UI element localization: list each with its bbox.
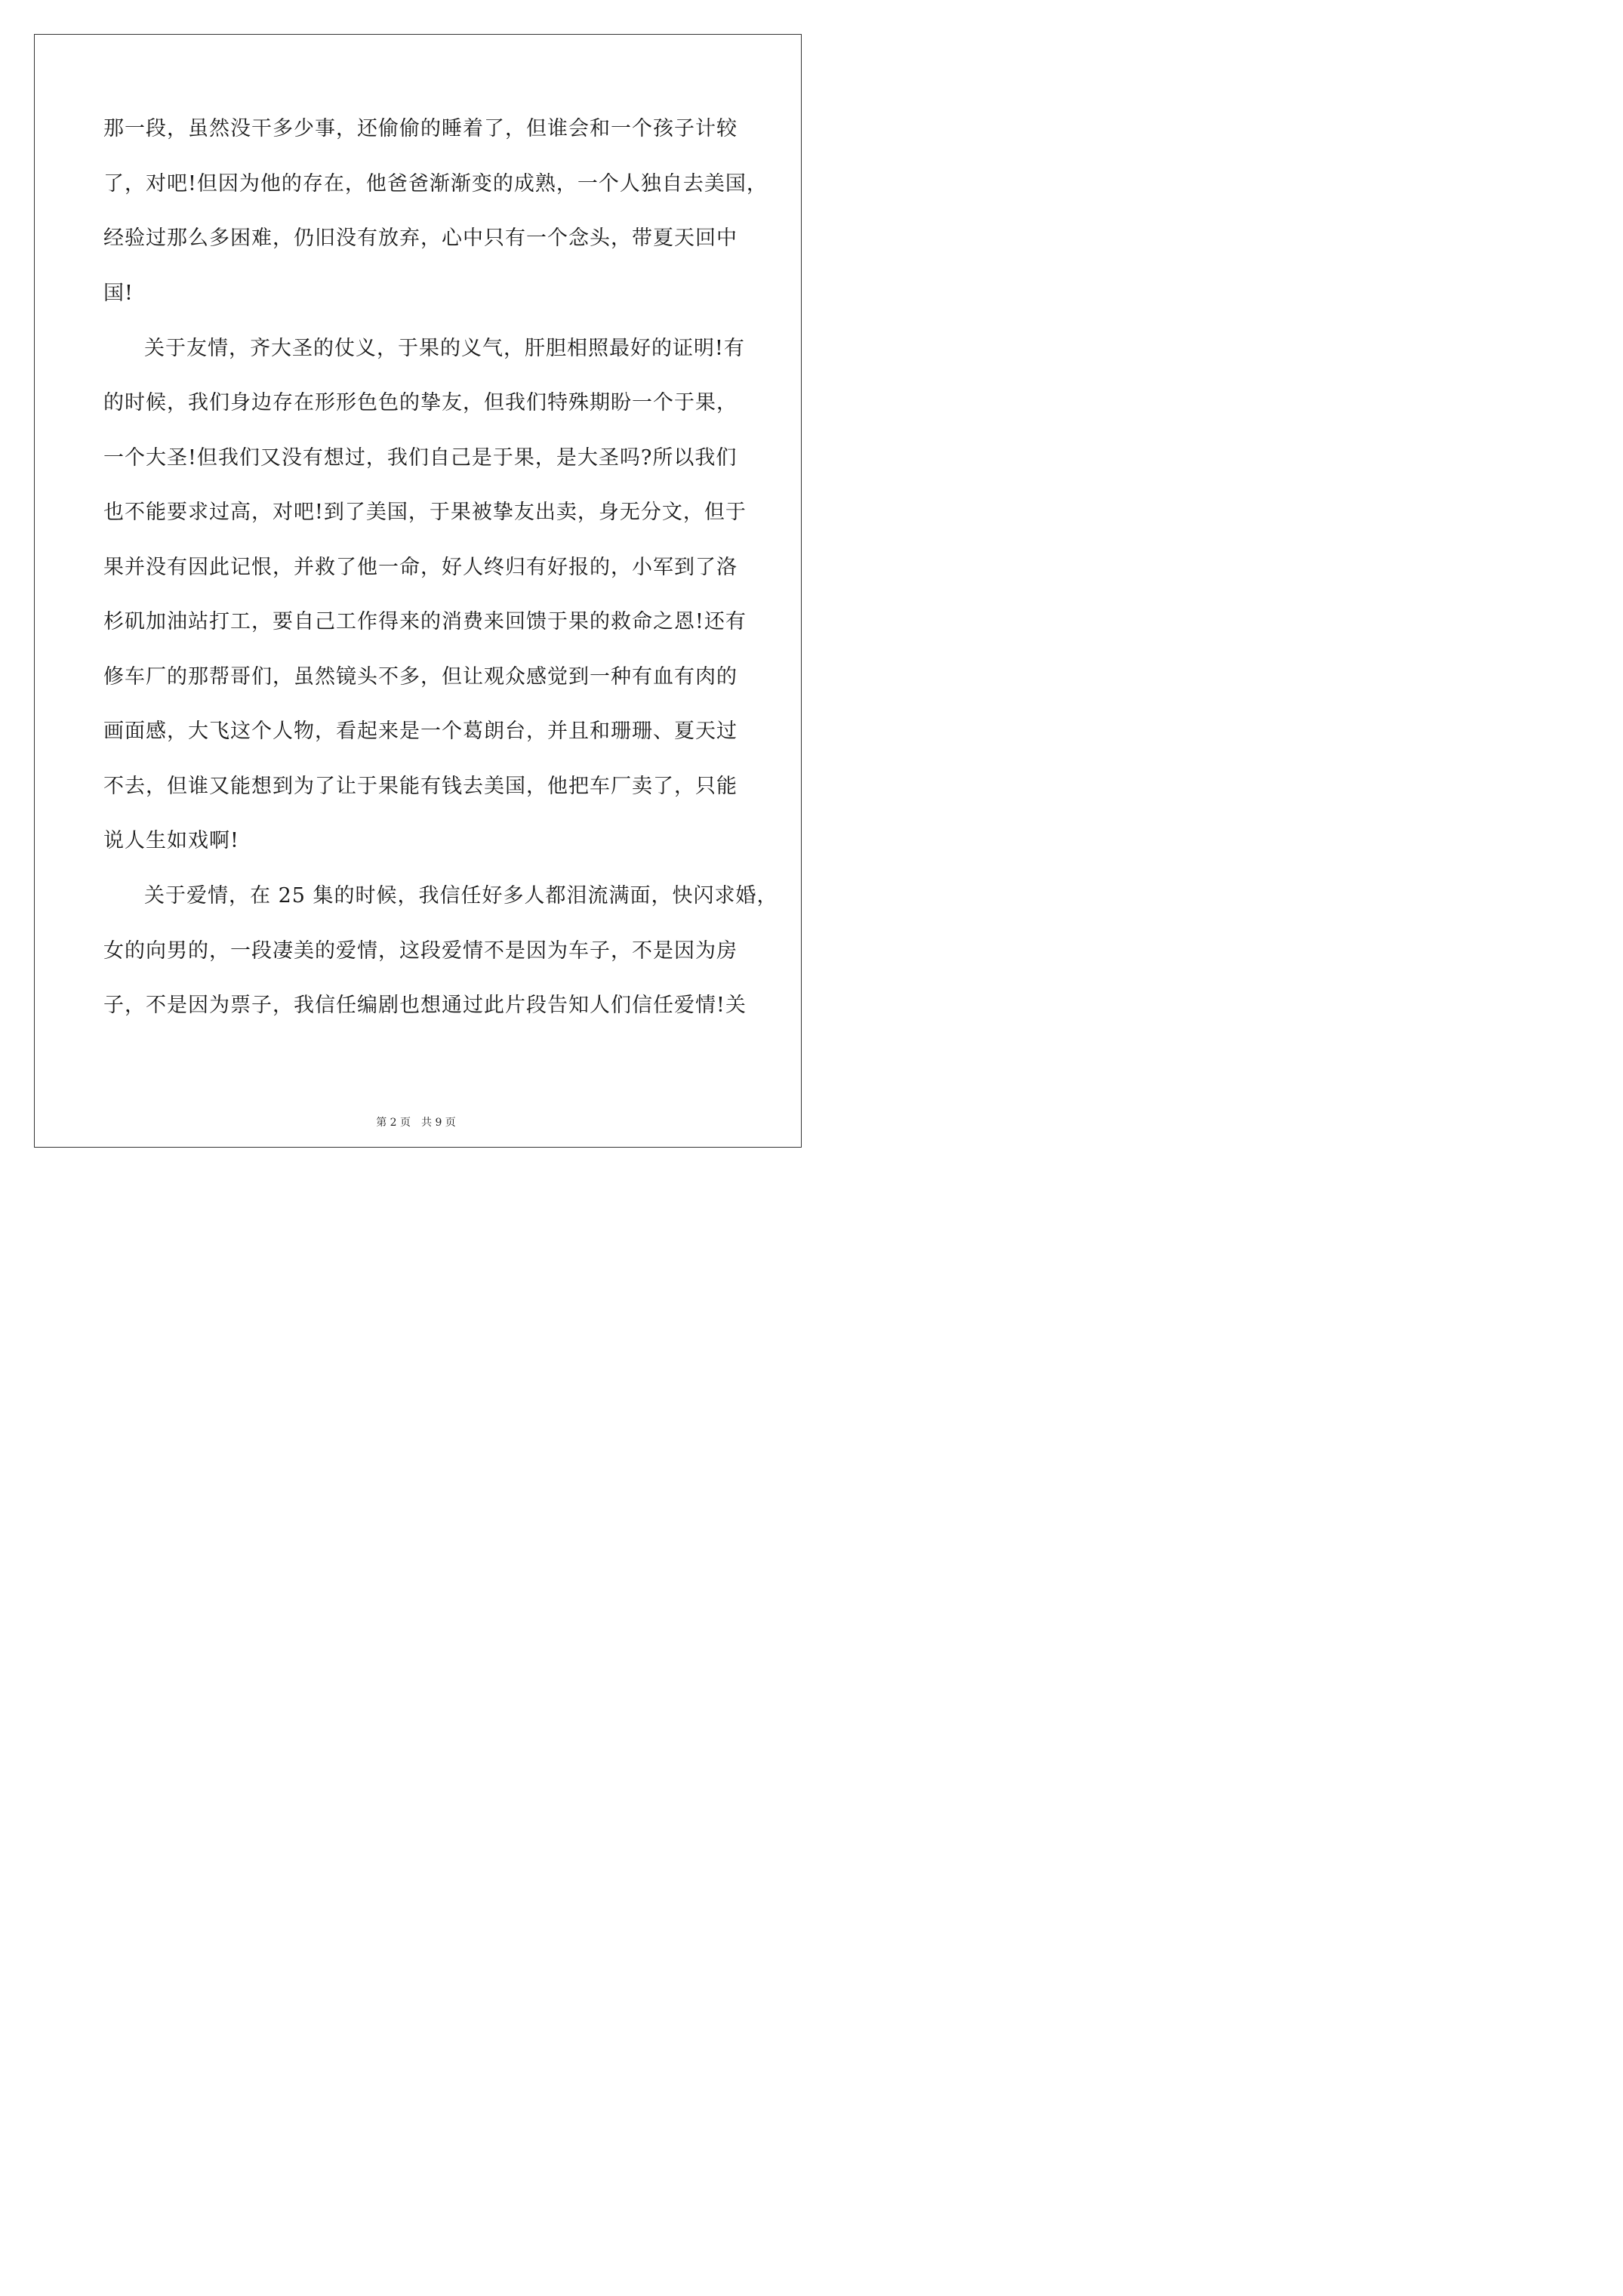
text-line: 女的向男的，一段凄美的爱情，这段爱情不是因为车子，不是因为房 (103, 939, 738, 963)
page-footer (0, 1116, 832, 1130)
text-line: 国! (103, 282, 134, 305)
text-line: 子，不是因为票子，我信任编剧也想通过此片段告知人们信任爱情!关 (103, 994, 747, 1017)
paragraph-first-line: 关于友情，齐大圣的仗义，于果的义气，肝胆相照最好的证明!有 (144, 337, 745, 360)
text-line: 修车厂的那帮哥们，虽然镜头不多，但让观众感觉到一种有血有肉的 (103, 665, 738, 689)
text-line: 也不能要求过高，对吧!到了美国，于果被挚友出卖，身无分文，但于 (103, 501, 747, 524)
text-line: 那一段，虽然没干多少事，还偷偷的睡着了，但谁会和一个孩子计较 (103, 117, 738, 140)
text-line: 的时候，我们身边存在形形色色的挚友，但我们特殊期盼一个于果， (103, 391, 738, 415)
text-line: 一个大圣!但我们又没有想过，我们自己是于果，是大圣吗?所以我们 (103, 446, 738, 470)
text-line: 经验过那么多困难，仍旧没有放弃，心中只有一个念头，带夏天回中 (103, 227, 738, 250)
page-total: 共 9 页 (421, 1117, 456, 1129)
text-line: 果并没有因此记恨，并救了他一命，好人终归有好报的，小军到了洛 (103, 556, 738, 579)
text-line: 画面感，大飞这个人物，看起来是一个葛朗台，并且和珊珊、夏天过 (103, 720, 738, 743)
paragraph-first-line: 关于爱情，在 25 集的时候，我信任好多人都泪流满面，快闪求婚， (144, 884, 778, 908)
text-line: 杉矶加油站打工，要自己工作得来的消费来回馈于果的救命之恩!还有 (103, 610, 747, 633)
text-line: 说人生如戏啊! (103, 829, 239, 852)
text-line: 不去，但谁又能想到为了让于果能有钱去美国，他把车厂卖了，只能 (103, 775, 738, 798)
text-line: 了，对吧!但因为他的存在，他爸爸渐渐变的成熟，一个人独自去美国， (103, 172, 768, 196)
page-number: 第 2 页 (376, 1117, 411, 1129)
page-border (34, 34, 802, 1148)
